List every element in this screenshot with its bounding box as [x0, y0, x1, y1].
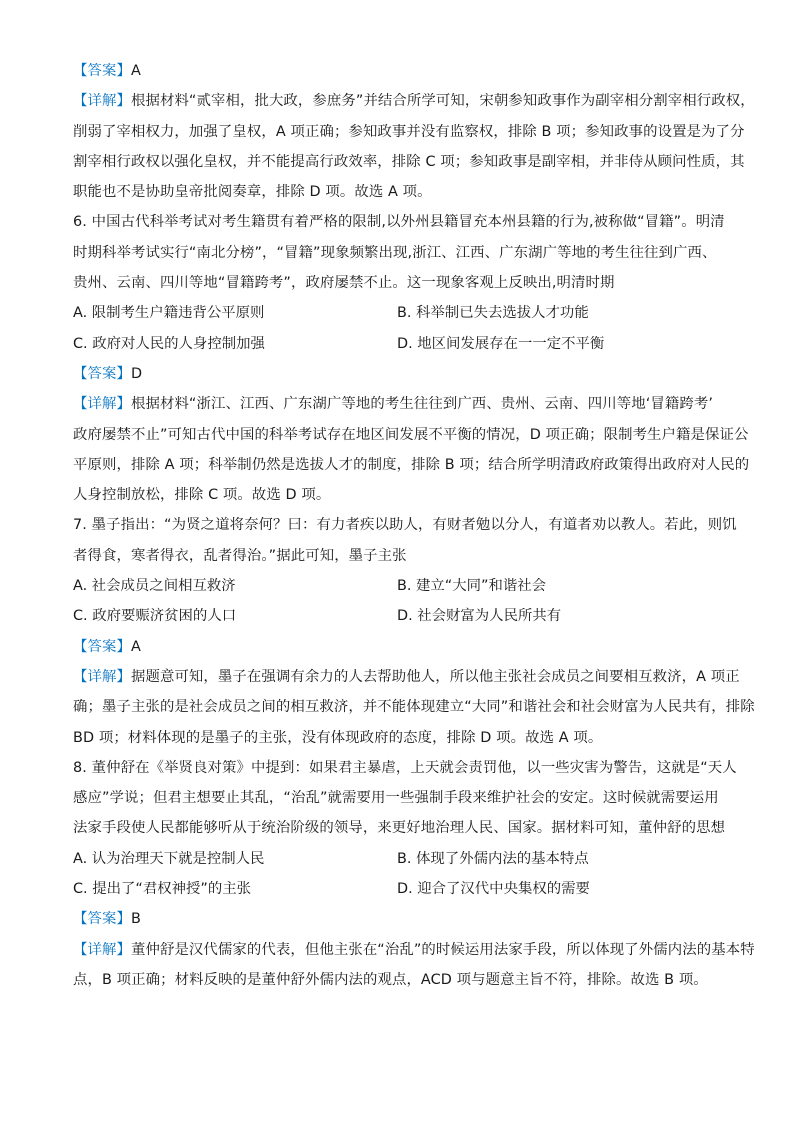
q7-stem-line-1: 7. 墨子指出：“为贤之道将奈何？曰：有力者疾以助人，有财者勉以分人，有道者劝以教人。若此，则饥: [73, 517, 737, 534]
detail-text: 据题意可知，墨子在强调有余力的人去帮助他人，所以他主张社会成员之间要相互救济，A 项正: [130, 668, 740, 685]
answer-tag: 【答案】: [73, 638, 131, 655]
answer-tag: 【答案】: [73, 63, 131, 79]
q8-option-d: D. 迎合了汉代中央集权的需要: [397, 881, 590, 898]
detail-tag: 【详解】: [73, 93, 131, 110]
q7-option-b: B. 建立“大同”和谐社会: [397, 578, 547, 595]
q8-stem-line-3: 法家手段使人民都能够听从于统治阶级的领导，来更好地治理人民、国家。据材料可知，董仲舒的思想: [73, 820, 726, 837]
q6-stem-line-3: 贵州、云南、四川等地“冒籍跨考”，政府屡禁不止。这一现象客观上反映出,明清时期: [73, 275, 615, 292]
answer-tag: 【答案】: [73, 365, 131, 382]
q8-answer: [73, 904, 733, 934]
q7-option-c: C. 政府要赈济贫困的人口: [73, 608, 237, 625]
q6-detail-line-4: 人身控制放松，排除 C 项。故选 D 项。: [73, 487, 331, 504]
answer-value: A: [130, 63, 141, 79]
q5-detail-line-3: 割宰相行政权以强化皇权，并不能提高行政效率，排除 C 项；参知政事是副宰相，并非侍从顾问性质，其: [73, 153, 745, 170]
q8-detail-line-2: 点，B 项正确；材料反映的是董仲舒外儒内法的观点，ACD 项与题意主旨不符，排除。故选 B 项。: [73, 971, 708, 988]
q8-options-row-2: [73, 874, 733, 904]
q7-detail-line-1: [73, 662, 740, 692]
answer-value: D: [130, 365, 143, 382]
answer-tag: 【答案】: [73, 911, 131, 928]
q8-option-b: B. 体现了外儒内法的基本特点: [397, 850, 589, 867]
answer-value: A: [130, 638, 141, 655]
q7-options-row-2: [73, 601, 733, 631]
q6-option-c: C. 政府对人民的人身控制加强: [73, 335, 265, 352]
detail-tag: 【详解】: [73, 941, 131, 958]
q6-stem-line-2: 时期科举考试实行“南北分榜”，“冒籍”现象频繁出现,浙江、江西、广东湖广等地的考生往往到广西、: [73, 244, 717, 261]
q7-detail-line-2: 确；墨子主张的是社会成员之间的相互救济，并不能体现建立“大同”和谐社会和社会财富为人民共有，排除: [73, 699, 755, 716]
answer-value: B: [130, 911, 141, 928]
q8-stem-line-2: 感应”学说；但君主想要止其乱，“治乱”就需要用一些强制手段来维护社会的安定。这时候就需要运用: [73, 790, 719, 807]
detail-tag: 【详解】: [73, 668, 131, 685]
q5-detail-line-4: 职能也不是协助皇帝批阅奏章，排除 D 项。故选 A 项。: [73, 184, 432, 201]
q8-detail-line-1: [73, 935, 755, 965]
q7-answer: [73, 632, 733, 662]
q7-option-a: A. 社会成员之间相互救济: [73, 578, 236, 595]
q5-answer: [73, 56, 733, 86]
q6-stem-line-1: 6. 中国古代科举考试对考生籍贯有着严格的限制,以外州县籍冒充本州县籍的行为,被称做“冒籍”。明清: [73, 214, 725, 231]
detail-text: 根据材料“贰宰相，批大政，参庶务”并结合所学可知，宋朝参知政事作为副宰相分割宰相行政权，: [130, 93, 755, 110]
q6-option-b: B. 科举制已失去选拔人才功能: [397, 305, 589, 322]
detail-text: 董仲舒是汉代儒家的代表，但他主张在“治乱”的时候运用法家手段，所以体现了外儒内法的基本特: [130, 941, 755, 958]
q5-detail-line-1: [73, 86, 755, 116]
q6-detail-line-3: 平原则，排除 A 项；科举制仍然是选拔人才的制度，排除 B 项；结合所学明清政府政策得出政府对人民的: [73, 456, 750, 473]
q7-stem-line-2: 者得食，寒者得衣，乱者得治。”据此可知，墨子主张: [73, 547, 407, 564]
detail-tag: 【详解】: [73, 396, 131, 413]
q6-detail-line-2: 政府屡禁不止”可知古代中国的科举考试存在地区间发展不平衡的情况，D 项正确；限制考生户籍是保证公: [73, 426, 749, 443]
q7-option-d: D. 社会财富为人民所共有: [397, 608, 562, 625]
q7-detail-line-3: BD 项；材料体现的是墨子的主张，没有体现政府的态度，排除 D 项。故选 A 项。: [73, 729, 603, 746]
q7-options-row-1: [73, 571, 733, 601]
q8-option-a: A. 认为治理天下就是控制人民: [73, 850, 265, 867]
detail-text: 根据材料“浙江、江西、广东湖广等地的考生往往到广西、贵州、云南、四川等地‘冒籍跨考’: [130, 396, 714, 413]
q6-answer: [73, 359, 733, 389]
q8-stem-line-1: 8. 董仲舒在《举贤良对策》中提到：如果君主暴虐，上天就会责罚他，以一些灾害为警告，这就是“天人: [73, 759, 737, 776]
q6-options-row-1: [73, 298, 733, 328]
q6-option-d: D. 地区间发展存在一一定不平衡: [397, 335, 605, 352]
document-page: [73, 56, 755, 995]
q6-option-a: A. 限制考生户籍违背公平原则: [73, 305, 265, 322]
q8-option-c: C. 提出了“君权神授”的主张: [73, 881, 252, 898]
q8-options-row-1: [73, 844, 733, 874]
q5-detail-line-2: 削弱了宰相权力，加强了皇权，A 项正确；参知政事并没有监察权，排除 B 项；参知政事的设置是为了分: [73, 123, 745, 140]
q6-detail-line-1: [73, 389, 733, 419]
q6-options-row-2: [73, 329, 733, 359]
